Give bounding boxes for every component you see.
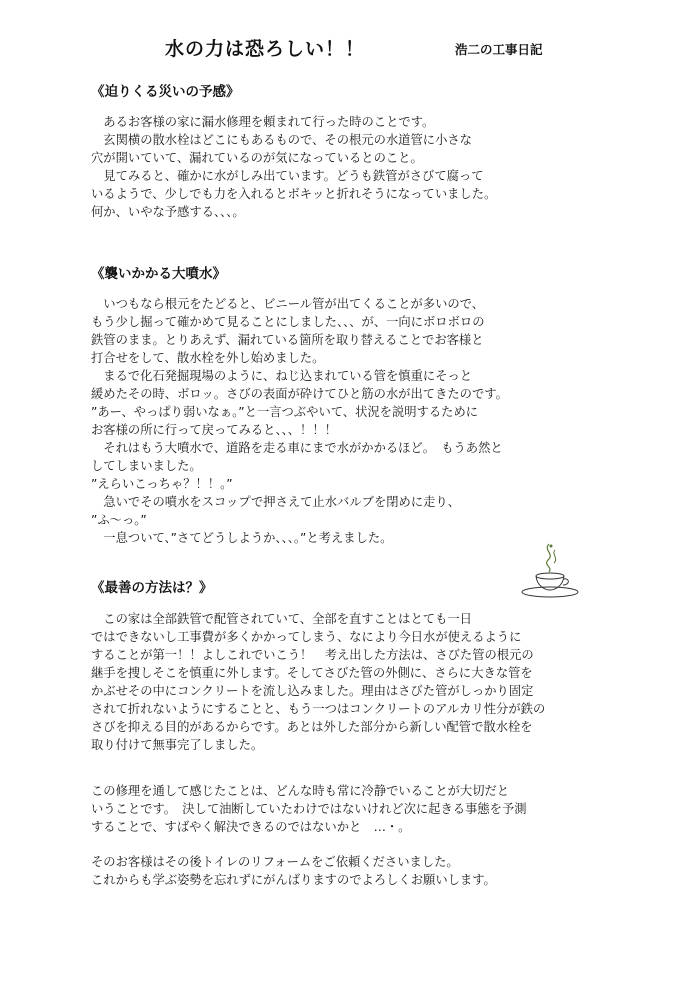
text-line: ”あー、やっぱり弱いなぁ。”と一言つぶやいて、状況を説明するために <box>91 405 479 419</box>
text-line: 緩めたその時、ボロッ。さびの表面が砕けてひと筋の水が出てきたのです。 <box>91 387 508 401</box>
coffee-cup-icon <box>515 540 585 600</box>
closing-paragraph-reflection <box>91 782 527 836</box>
text-line: 穴が開いていて、漏れているのが気になっているとのこと。 <box>91 151 423 165</box>
text-line: 取り付けて無事完了しました。 <box>91 738 264 752</box>
text-line: ”ふ〜っ。” <box>91 513 147 527</box>
section-heading-best-method: 《最善の方法は？》 <box>91 580 213 596</box>
text-line: これからも学ぶ姿勢を忘れずにがんばりますのでよろしくお願いします。 <box>91 873 496 887</box>
text-line: いつもなら根元をたどると、ビニール管が出てくることが多いので、 <box>91 297 485 311</box>
text-line: されて折れないようにすることと、もう一つはコンクリートのアルカリ性分が鉄の <box>91 702 546 716</box>
section-heading-fountain: 《襲いかかる大噴水》 <box>91 266 226 282</box>
section-body-best-method <box>91 610 545 754</box>
section-heading-premonition: 《迫りくる災いの予感》 <box>91 84 240 100</box>
text-line: さびを抑える目的があるからです。あとは外した部分から新しい配管で散水栓を <box>91 720 533 734</box>
text-line: この家は全部鉄管で配管されていて、全部を直すことはとても一日 <box>91 612 472 626</box>
text-line: お客様の所に行って戻ってみると、、、！！！ <box>91 423 337 437</box>
text-line: まるで化石発掘現場のように、ねじ込まれている管を慎重にそっと <box>91 369 473 383</box>
text-line: この修理を通して感じたことは、どんな時も常に冷静でいることが大切だと <box>91 784 510 798</box>
text-line: 何か、いやな予感する、、、。 <box>91 205 245 219</box>
section-body-fountain <box>91 295 508 547</box>
text-line: 急いでその噴水をスコップで押さえて止水バルブを閉めに走り、 <box>91 495 461 509</box>
text-line: 打合せをして、散水栓を外し始めました。 <box>91 351 325 365</box>
document-title: 水の力は恐ろしい！！ <box>165 38 366 60</box>
text-line: ”えらいこっちゃ？！！。” <box>91 477 233 491</box>
text-line: いうことです。 決して油断していたわけではないけれど次に起きる事態を予測 <box>91 802 527 816</box>
text-line: あるお客様の家に漏水修理を頼まれて行った時のことです。 <box>91 115 435 129</box>
text-line: 一息ついて、”さてどうしようか、、、。”と考えました。 <box>91 531 393 545</box>
text-line: ではできないし工事費が多くかかってしまう、なにより今日水が使えるように <box>91 630 522 644</box>
text-line: することが第一！！よしこれでいこう！ 考え出した方法は、さびた管の根元の <box>91 648 534 662</box>
document-byline: 浩二の工事日記 <box>455 42 543 57</box>
text-line: 継手を捜しそこを慎重に外します。そしてさびた管の外側に、さらに大きな管を <box>91 666 533 680</box>
text-line: もう少し掘って確かめて見ることにしました、、、が、一向にボロボロの <box>91 315 485 329</box>
closing-paragraph-thanks <box>91 853 496 889</box>
text-line: 見てみると、確かに水がしみ出ています。どうも鉄管がさびて腐って <box>91 169 484 183</box>
text-line: かぶせその中にコンクリートを流し込みました。理由はさびた管がしっかり固定 <box>91 684 534 698</box>
text-line: することで、すばやく解決できるのではないかと …・。 <box>91 820 411 834</box>
text-line: してしまいました。 <box>91 459 202 473</box>
text-line: 鉄管のまま。とりあえず、漏れている箇所を取り替えることでお客様と <box>91 333 484 347</box>
text-line: それはもう大噴水で、道路を走る車にまで水がかかるほど。 もうあ然と <box>91 441 503 455</box>
text-line: いるようで、少しでも力を入れるとボキッと折れそうになっていました。 <box>91 187 497 201</box>
section-body-premonition <box>91 113 496 221</box>
text-line: 玄関横の散水栓はどこにもあるもので、その根元の水道管に小さな <box>91 133 472 147</box>
text-line: そのお客様はその後トイレのリフォームをご依頼くださいました。 <box>91 855 459 869</box>
